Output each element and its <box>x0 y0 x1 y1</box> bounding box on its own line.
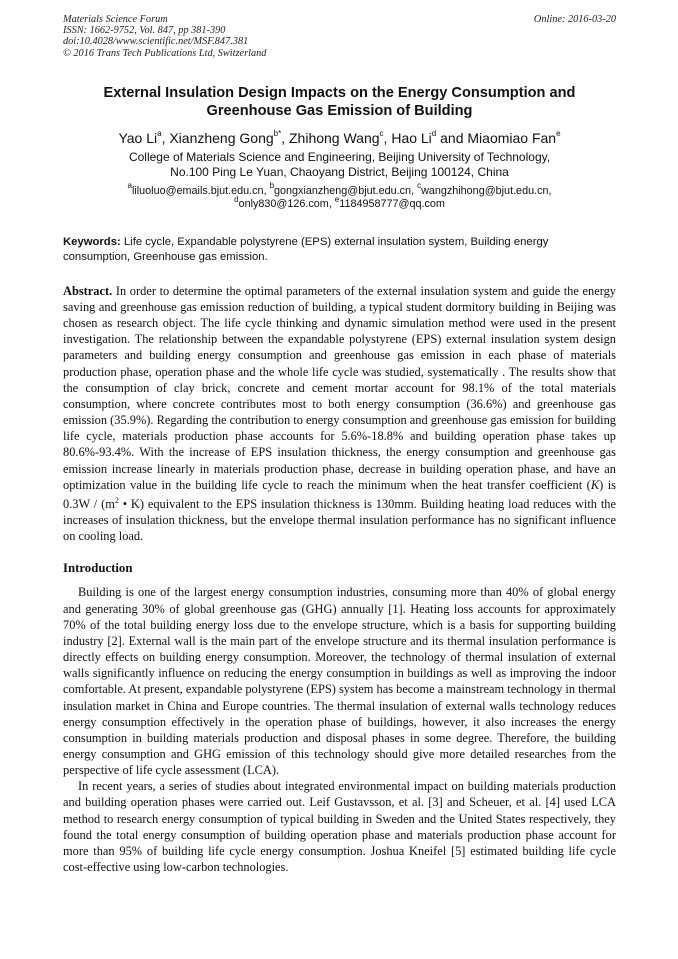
author-name: Miaomiao Fan <box>467 129 557 146</box>
paper-title <box>63 84 616 120</box>
heat-transfer-symbol: K <box>590 477 600 492</box>
email-marker-c: c <box>417 181 422 191</box>
author-separator: and <box>436 129 468 146</box>
affiliation-line-2: No.100 Ping Le Yuan, Chaoyang District, Beijing 100124, China <box>170 165 509 180</box>
introduction-paragraph: Building is one of the largest energy consumption industries, consuming more than 40% of global energy and generating 30% of global greenhouse gas (GHG) annually [1]. Heating loss accounts for approximately 70% of the total building energy loss due to the envelope structure, which is a basis for supporting building industry [2]. External wall is the main part of the envelope structure and its thermal insulation performance is directly effects on building energy consumption. Moreover, the technology of thermal insulation of external walls significantly influence on reducing the energy consumption in buildings as well as improving the indoor comfortable. At present, expandable polystyrene (EPS) system has become a mainstream technology in thermal insulation market in China and Europe countries. The thermal insulation of external walls technology reduces energy consumption effectively in the operation phase of buildings, however, it also increases the energy consumption in building materials production and disposal phases in some degree. Therefore, the building energy consumption and GHG emission of this technology should give more detailed researches from the perspective of life cycle assessment (LCA). <box>63 585 616 778</box>
author-superscript: c <box>379 129 384 139</box>
email-marker-e: e <box>334 194 340 204</box>
abstract <box>63 283 616 545</box>
online-date: Online: 2016-03-20 <box>533 14 616 25</box>
journal-name: Materials Science Forum <box>63 14 168 25</box>
author-superscript: b* <box>273 129 282 139</box>
email-a: liluoluo@emails.bjut.edu.cn, <box>131 184 270 197</box>
abstract-text: In order to determine the optimal parameters of the external insulation system and guide the energy saving and greenhouse gas emission reduction of building, a typical student dormitory building in Beijing was chosen as research object. The life cycle thinking and dynamic simulation method were used in the present investigation. The relationship between the expandable polystyrene (EPS) external insulation system design parameters and building energy consumption and greenhouse gas emission in each phase of materials production phase, operation phase and the whole life cycle was studied, systematically . The results show that the consumption of clay brick, concrete and cement mortar account for 98.1% of the total materials consumption, where concrete contributes most to both energy consumption (36.6%) and greenhouse gas emission (35.9%). Regarding the contribution to energy consumption and greenhouse gas emission for building life cycle, materials production phase accounts for 5.6%-18.8% and building operation phase takes up 80.6%-93.4%. With the increase of EPS insulation thickness, the energy consumption and greenhouse gas emission increase linearly in materials production phase, decrease in building operation phase, and have an optimization value in the building life cycle to reach the minimum when the heat transfer coefficient ( <box>63 283 616 492</box>
author-superscript: d <box>431 129 437 139</box>
author-name: Yao Li <box>118 129 158 146</box>
email-d: only830@126.com, <box>238 198 335 211</box>
affiliation-line-1: College of Materials Science and Engineering, Beijing University of Technology, <box>128 149 551 164</box>
author-emails <box>63 181 616 212</box>
title-line-2: Greenhouse Gas Emission of Building <box>206 102 473 119</box>
abstract-text: • K) equivalent to the EPS insulation thickness is 130mm. Building heating load reduces with the increases of insulation thickness, but the envelope thermal insulation performance has no significant influence on cooling load. <box>63 496 616 544</box>
email-line-2 <box>63 194 616 212</box>
journal-header <box>63 14 616 59</box>
paper-page <box>63 14 616 875</box>
keywords <box>63 235 616 265</box>
author-separator: , <box>281 129 289 146</box>
title-line-1: External Insulation Design Impacts on the Energy Consumption and <box>103 84 576 101</box>
email-marker-a: a <box>127 181 132 191</box>
email-marker-b: b <box>269 181 275 191</box>
section-heading-introduction: Introduction <box>63 561 133 576</box>
keywords-text: Life cycle, Expandable polystyrene (EPS) external insulation system, Building energy consumption, Greenhouse gas emission. <box>63 235 549 263</box>
copyright-line: © 2016 Trans Tech Publications Ltd, Switzerland <box>63 47 267 59</box>
doi-line: doi:10.4028/www.scientific.net/MSF.847.381 <box>63 36 249 48</box>
abstract-superscript: 2 <box>114 495 119 505</box>
author-name: Xianzheng Gong <box>169 129 274 146</box>
email-line-1 <box>63 181 616 199</box>
abstract-label: Abstract. <box>63 283 113 298</box>
introduction-paragraph: In recent years, a series of studies about integrated environmental impact on building materials production and building operation phases were carried out. Leif Gustavsson, et al. [3] and Scheuer, et al. [4] used LCA method to research energy consumption of typical building in Sweden and the United States respectively, they found the total energy consumption of building operation phase and materials production phase account for more than 95% of building life cycle energy consumption. Joshua Kneifel [5] estimated building life cycle cost-effective using low-carbon technologies. <box>63 779 616 875</box>
author-superscript: a <box>157 129 162 139</box>
author-separator: , <box>383 129 392 146</box>
email-marker-d: d <box>234 194 239 204</box>
email-b: gongxianzheng@bjut.edu.cn, <box>274 184 418 197</box>
email-c: wangzhihong@bjut.edu.cn, <box>421 184 552 197</box>
email-e: 1184958777@qq.com <box>339 198 445 211</box>
author-separator: , <box>161 129 170 146</box>
author-superscript: e <box>556 129 561 139</box>
author-name: Zhihong Wang <box>289 129 380 146</box>
keywords-label: Keywords: <box>63 235 121 248</box>
author-list <box>63 129 616 147</box>
abstract-text: ) is 0.3W / (m <box>63 477 617 511</box>
issn-line: ISSN: 1662-9752, Vol. 847, pp 381-390 <box>63 25 226 37</box>
affiliation <box>63 150 616 181</box>
author-name: Hao Li <box>391 129 432 146</box>
